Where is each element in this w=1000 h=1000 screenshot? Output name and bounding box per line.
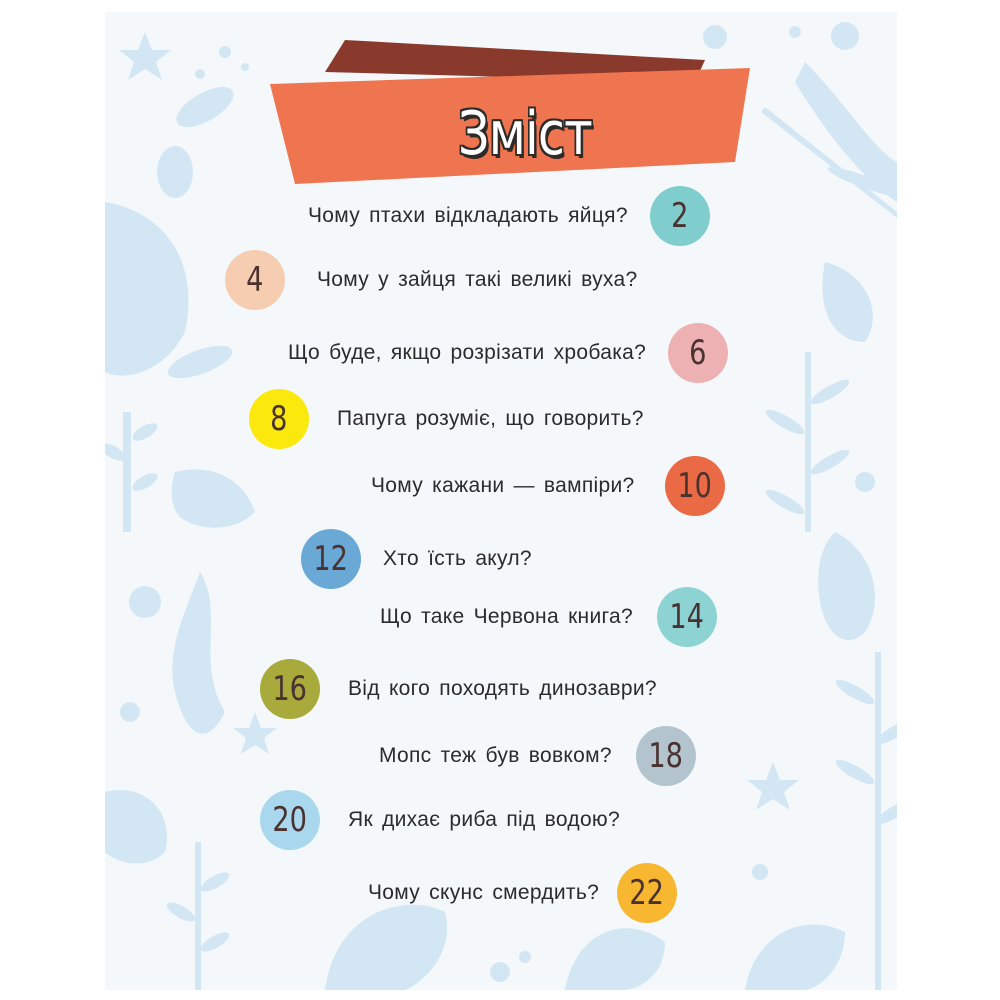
toc-entry-7[interactable]	[380, 586, 717, 648]
toc-question: Чому скунс смердить?	[368, 881, 600, 904]
page-number-badge: 10	[665, 456, 725, 516]
toc-question: Хто їсть акул?	[383, 547, 532, 570]
toc-question: Чому у зайця такі великі вуха?	[317, 268, 638, 291]
toc-entry-1[interactable]	[308, 185, 710, 247]
page-number-badge: 22	[617, 863, 677, 923]
page-number-badge: 6	[668, 323, 728, 383]
toc-entry-5[interactable]	[371, 455, 725, 517]
toc-question: Як дихає риба під водою?	[348, 808, 620, 831]
page-title: Зміст	[458, 99, 592, 169]
page-number-badge: 18	[636, 726, 696, 786]
toc-question: Від кого походять динозаври?	[348, 677, 657, 700]
page-number-badge: 12	[301, 529, 361, 589]
toc-question: Що таке Червона книга?	[380, 605, 633, 628]
page-number-badge: 14	[657, 587, 717, 647]
page-number-badge: 4	[225, 250, 285, 310]
toc-question: Папуга розуміє, що говорить?	[337, 407, 644, 430]
toc-entry-10[interactable]	[260, 789, 620, 851]
page-number-badge: 20	[260, 790, 320, 850]
toc-entry-6[interactable]	[301, 528, 532, 590]
toc-entry-3[interactable]	[288, 322, 728, 384]
toc-question: Що буде, якщо розрізати хробака?	[288, 341, 647, 364]
page-number-badge: 2	[650, 186, 710, 246]
toc-entry-4[interactable]	[249, 388, 644, 450]
page-number-badge: 16	[260, 659, 320, 719]
toc-entry-2[interactable]	[225, 249, 637, 311]
starfish-icon	[119, 32, 171, 80]
toc-question: Мопс теж був вовком?	[379, 744, 612, 767]
toc-entry-9[interactable]	[379, 725, 696, 787]
contents-page	[105, 12, 897, 990]
toc-entry-8[interactable]	[260, 658, 657, 720]
toc-entry-11[interactable]	[368, 862, 677, 924]
page-number-badge: 8	[249, 389, 309, 449]
toc-question: Чому кажани — вампіри?	[371, 474, 635, 497]
toc-question: Чому птахи відкладають яйця?	[308, 204, 628, 227]
